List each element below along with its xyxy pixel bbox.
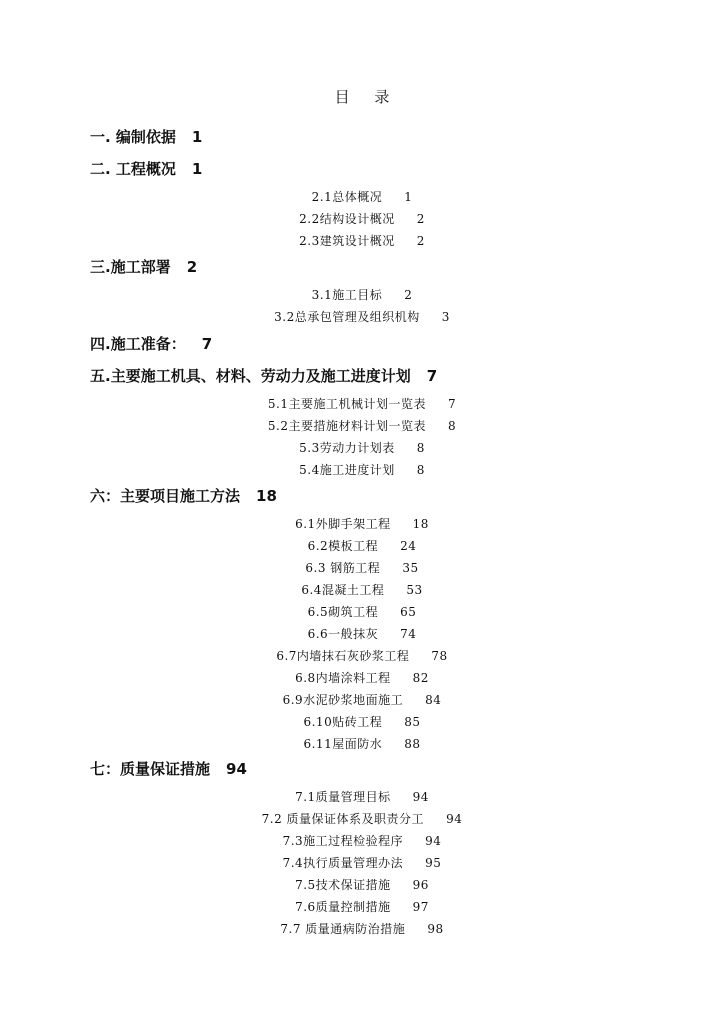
toc-subsection[interactable]	[0, 647, 724, 664]
toc-subsection[interactable]	[0, 854, 724, 871]
toc-subsection[interactable]	[0, 788, 724, 805]
toc-subsection-page: 24	[400, 539, 417, 553]
toc-subsection-label: 3.1施工目标	[311, 288, 383, 302]
toc-subsection-page: 35	[402, 561, 419, 575]
toc-subsection-label: 2.2结构设计概况	[299, 212, 395, 226]
toc-subsection[interactable]	[0, 691, 724, 708]
toc-section[interactable]	[90, 758, 247, 779]
toc-subsection-page: 8	[416, 463, 425, 477]
toc-subsection-label: 7.2 质量保证体系及职责分工	[261, 812, 425, 826]
toc-subsection-page: 94	[412, 790, 429, 804]
toc-section-label: 四.施工准备：	[90, 335, 186, 353]
toc-subsection-label: 7.6质量控制措施	[295, 900, 391, 914]
toc-subsection-page: 95	[425, 856, 442, 870]
toc-subsection-page: 2	[404, 288, 413, 302]
toc-section-page: 1	[191, 160, 203, 178]
toc-subsection-label: 7.5技术保证措施	[295, 878, 391, 892]
toc-subsection[interactable]	[0, 713, 724, 730]
toc-section-page: 94	[226, 760, 247, 778]
toc-subsection-page: 2	[416, 234, 425, 248]
toc-title: 目 录	[334, 88, 400, 106]
toc-subsection-page: 1	[404, 190, 413, 204]
toc-subsection-page: 65	[400, 605, 417, 619]
toc-subsection-label: 6.9水泥砂浆地面施工	[282, 693, 404, 707]
toc-subsection-label: 5.3劳动力计划表	[299, 441, 395, 455]
toc-subsection[interactable]	[0, 417, 724, 434]
toc-subsection-page: 94	[446, 812, 463, 826]
toc-subsection-label: 7.4执行质量管理办法	[282, 856, 404, 870]
toc-subsection-page: 94	[425, 834, 442, 848]
toc-subsection-label: 5.4施工进度计划	[299, 463, 395, 477]
toc-subsection[interactable]	[0, 559, 724, 576]
toc-subsection-page: 74	[400, 627, 417, 641]
toc-subsection[interactable]	[0, 810, 724, 827]
toc-subsection-page: 2	[416, 212, 425, 226]
toc-subsection[interactable]	[0, 188, 724, 205]
toc-section-label: 一. 编制依据	[90, 128, 176, 146]
toc-subsection-page: 85	[404, 715, 421, 729]
toc-subsection-page: 53	[406, 583, 423, 597]
toc-section-label: 七：质量保证措施	[90, 760, 211, 778]
toc-subsection-page: 7	[447, 397, 457, 411]
toc-subsection-label: 3.2总承包管理及组织机构	[274, 310, 420, 324]
toc-subsection[interactable]	[0, 537, 724, 554]
toc-subsection-label: 7.3施工过程检验程序	[282, 834, 404, 848]
toc-subsection-label: 5.1主要施工机械计划一览表	[267, 397, 426, 411]
toc-subsection[interactable]	[0, 669, 724, 686]
toc-subsection-label: 2.1总体概况	[311, 190, 383, 204]
toc-section[interactable]	[90, 158, 202, 179]
toc-subsection-label: 6.11屋面防水	[303, 737, 383, 751]
toc-subsection-page: 97	[412, 900, 429, 914]
toc-subsection[interactable]	[0, 232, 724, 249]
toc-subsection[interactable]	[0, 876, 724, 893]
toc-section-page: 7	[201, 335, 213, 353]
toc-subsection-label: 6.2模板工程	[307, 539, 379, 553]
toc-subsection[interactable]	[0, 286, 724, 303]
toc-subsection-label: 6.10贴砖工程	[303, 715, 383, 729]
toc-section-label: 六：主要项目施工方法	[90, 487, 241, 505]
toc-subsection-page: 78	[431, 649, 448, 663]
toc-subsection[interactable]	[0, 603, 724, 620]
toc-subsection-label: 6.1外脚手架工程	[295, 517, 391, 531]
toc-subsection-page: 84	[425, 693, 442, 707]
toc-subsection-page: 88	[404, 737, 421, 751]
toc-subsection-page: 82	[412, 671, 429, 685]
toc-subsection-label: 7.1质量管理目标	[295, 790, 391, 804]
toc-subsection-label: 6.3 钢筋工程	[305, 561, 381, 575]
toc-subsection[interactable]	[0, 515, 724, 532]
toc-subsection[interactable]	[0, 625, 724, 642]
toc-subsection-page: 18	[412, 517, 429, 531]
toc-section-page: 2	[186, 258, 198, 276]
toc-subsection-label: 6.4混凝土工程	[301, 583, 385, 597]
toc-section-page: 18	[256, 487, 277, 505]
toc-subsection-page: 8	[447, 419, 457, 433]
toc-subsection-label: 5.2主要措施材料计划一览表	[267, 419, 426, 433]
toc-subsection[interactable]	[0, 210, 724, 227]
toc-subsection-page: 3	[441, 310, 450, 324]
toc-section[interactable]	[90, 485, 277, 506]
toc-subsection[interactable]	[0, 308, 724, 325]
toc-subsection[interactable]	[0, 439, 724, 456]
toc-subsection-label: 6.7内墙抹石灰砂浆工程	[276, 649, 410, 663]
toc-section[interactable]	[90, 256, 197, 277]
toc-subsection[interactable]	[0, 395, 724, 412]
toc-section-label: 三.施工部署	[90, 258, 171, 276]
toc-subsection-page: 8	[416, 441, 425, 455]
toc-section-label: 二. 工程概况	[90, 160, 176, 178]
toc-section-page: 1	[191, 128, 203, 146]
toc-section-label: 五.主要施工机具、材料、劳动力及施工进度计划	[90, 367, 411, 385]
toc-section[interactable]	[90, 126, 202, 147]
toc-section-page: 7	[426, 367, 438, 385]
toc-section[interactable]	[90, 333, 212, 354]
toc-subsection-label: 6.6一般抹灰	[307, 627, 379, 641]
toc-subsection[interactable]	[0, 581, 724, 598]
toc-subsection[interactable]	[0, 898, 724, 915]
toc-subsection-label: 6.5砌筑工程	[307, 605, 379, 619]
toc-subsection[interactable]	[0, 920, 724, 937]
toc-subsection-label: 2.3建筑设计概况	[299, 234, 395, 248]
toc-subsection[interactable]	[0, 735, 724, 752]
toc-section[interactable]	[90, 365, 437, 386]
toc-subsection-label: 6.8内墙涂料工程	[295, 671, 391, 685]
toc-subsection[interactable]	[0, 461, 724, 478]
toc-subsection[interactable]	[0, 832, 724, 849]
toc-subsection-page: 96	[412, 878, 429, 892]
toc-subsection-label: 7.7 质量通病防治措施	[280, 922, 406, 936]
toc-subsection-page: 98	[427, 922, 444, 936]
